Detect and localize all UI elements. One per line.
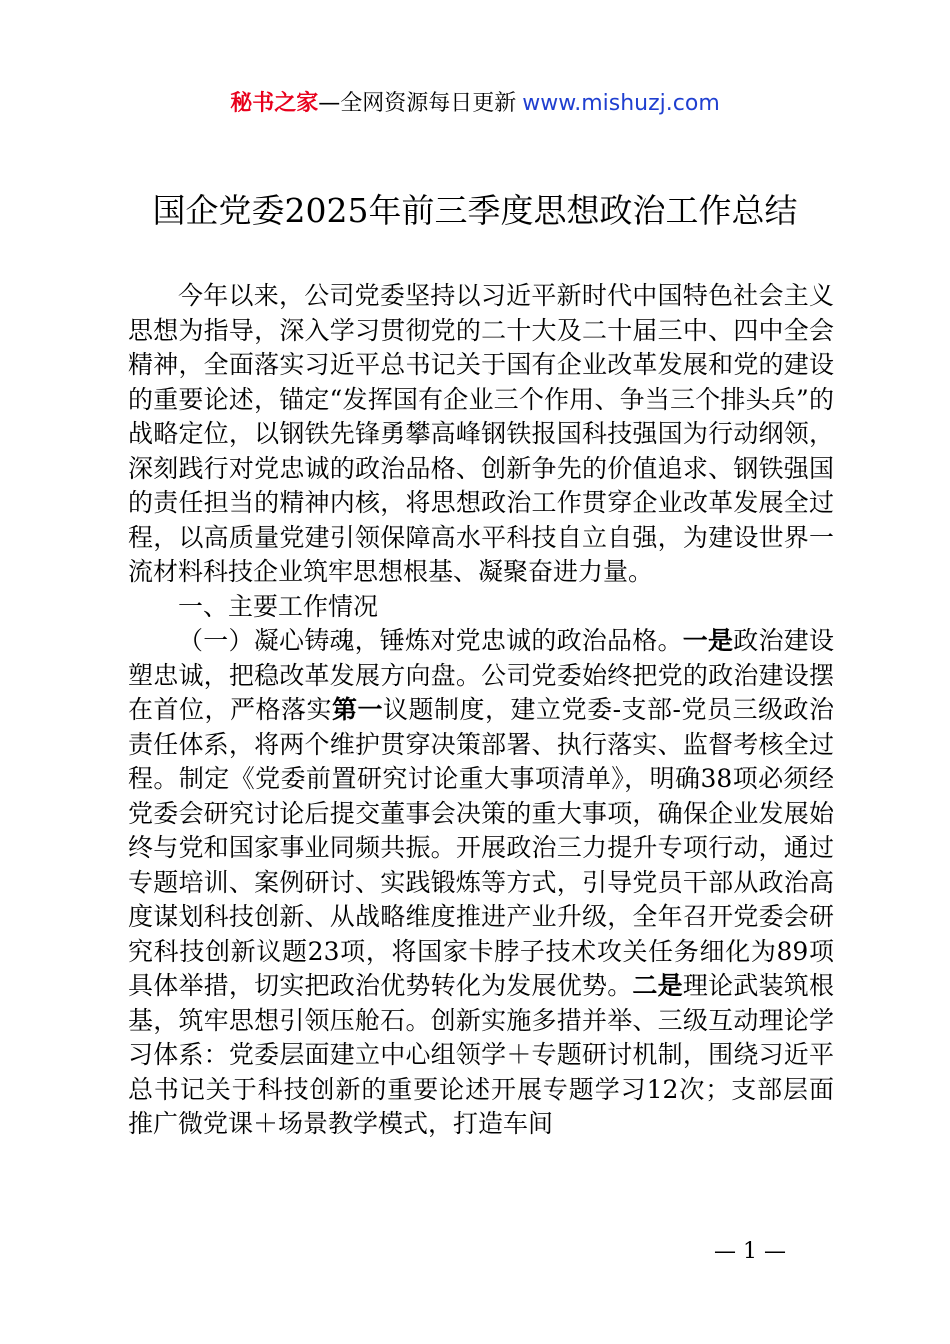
brand-name: 秘书之家 [230,91,319,116]
document-title: 国企党委2025年前三季度思想政治工作总结 [152,191,798,230]
point-label: 一是 [682,626,734,655]
header-tagline: —全网资源每日更新 [318,91,517,116]
point-label: 二是 [632,971,683,1000]
page-number: — 1 — [714,1239,786,1264]
point-text: 政治建设塑忠诚，把稳改革发展方向盘。公司党委始终把党的政治建设摆在首位，严格落实 [128,626,834,724]
point-text: 理论武装筑根基，筑牢思想引领压舱石。创新实施多措并举、三级互动理论学习体系：党委层面建立中心组领学＋专题研讨机制，围绕习近平总书记关于科技创新的重要论述开展专题学习12次；支部层面推广微党课＋场景教学模式，打造车间 [128,971,834,1138]
inline-emphasis: 第一 [332,695,384,724]
section-heading: 一、主要工作情况 [178,591,379,621]
site-header [0,86,950,122]
point-text: 议题制度，建立党委-支部-党员三级政治责任体系，将两个维护贯穿决策部署、执行落实、监督考核全过程。制定《党委前置研究讨论重大事项清单》，明确38项必须经党委会研究讨论后提交董事会决策的重大事项，确保企业发展始终与党和国家事业同频共振。开展政治三力提升专项行动，通过专题培训、案例研讨、实践锻炼等方式，引导党员干部从政治高度谋划科技创新、从战略维度推进产业升级，全年召开党委会研究科技创新议题23项，将国家卡脖子技术攻关任务细化为89项具体举措，切实把政治优势转化为发展优势。 [128,695,834,1000]
intro-paragraph: 今年以来，公司党委坚持以习近平新时代中国特色社会主义思想为指导，深入学习贯彻党的二十大及二十届三中、四中全会精神，全面落实习近平总书记关于国有企业改革发展和党的建设的重要论述，锚定“发挥国有企业三个作用、争当三个排头兵”的战略定位，以钢铁先锋勇攀高峰钢铁报国科技强国为行动纲领，深刻践行对党忠诚的政治品格、创新争先的价值追求、钢铁强国的责任担当的精神内核，将思想政治工作贯穿企业改革发展全过程，以高质量党建引领保障高水平科技自立自强，为建设世界一流材料科技企业筑牢思想根基、凝聚奋进力量。 [128,281,834,586]
subsection-heading: （一）凝心铸魂，锤炼对党忠诚的政治品格。 [178,626,683,655]
site-url-link[interactable]: www.mishuzj.com [522,91,720,116]
document-body [128,279,834,1142]
subsection-paragraph [128,624,834,1142]
